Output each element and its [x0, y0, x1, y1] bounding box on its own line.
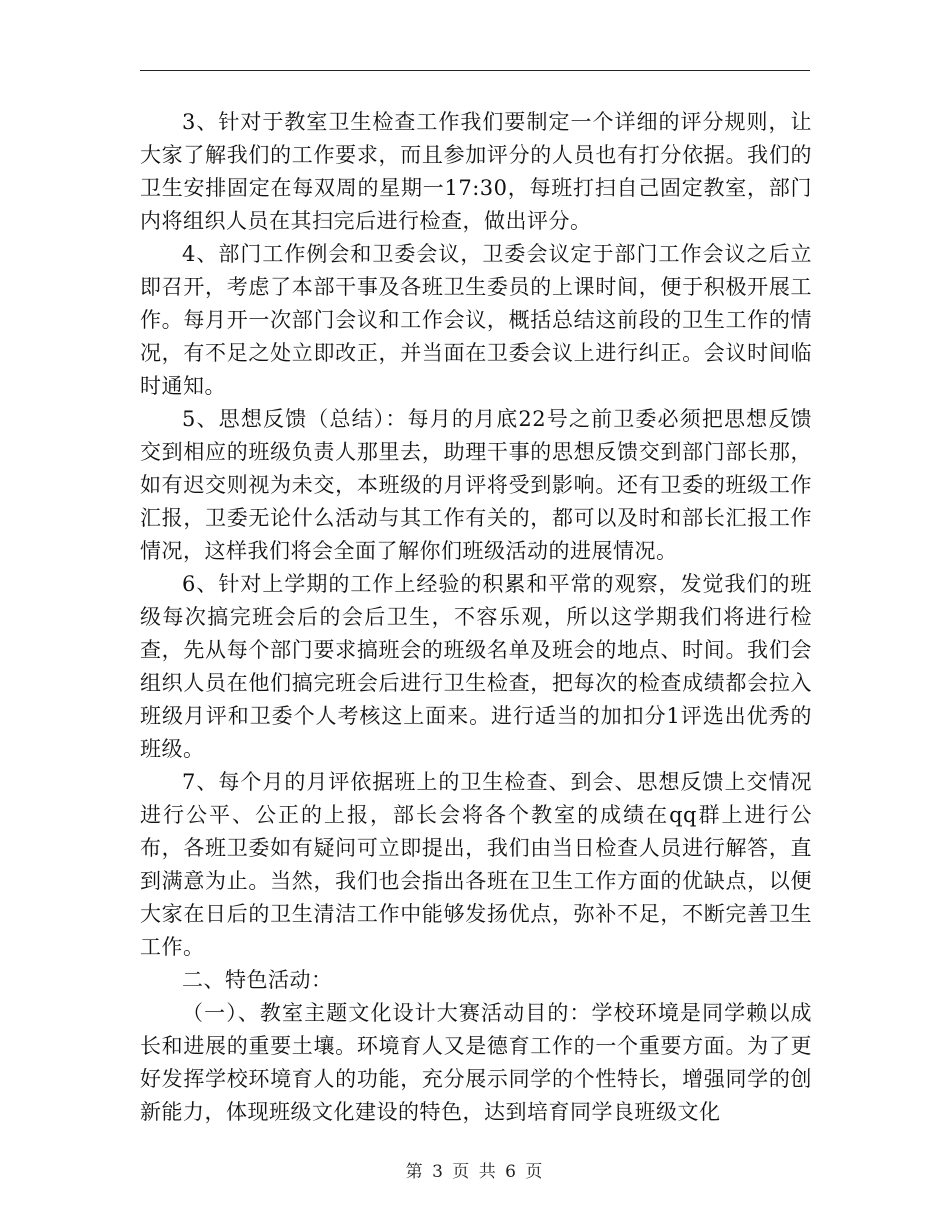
paragraph-activity-1: （一）、教室主题文化设计大赛活动目的：学校环境是同学赖以成长和进展的重要土壤。环境育人又是德育工作的一个重要方面。为了更好发挥学校环境育人的功能，充分展示同学的个性特长，增强同学的创新能力，体现班级文化建设的特色，达到培育同学良班级文化	[140, 1001, 812, 1124]
paragraph-item-7: 7、每个月的月评依据班上的卫生检查、到会、思想反馈上交情况进行公平、公正的上报，部长会将各个教室的成绩在qq群上进行公布，各班卫委如有疑问可立即提出，我们由当日检查人员进行解答，直到满意为止。当然，我们也会指出各班在卫生工作方面的优缺点，以便大家在日后的卫生清洁工作中能够发扬优点，弥补不足，不断完善卫生工作。	[140, 770, 812, 959]
page-number: 第 3 页 共 6 页	[405, 1162, 545, 1182]
section-heading-special-activities: 二、特色活动：	[182, 968, 333, 992]
paragraph-item-4: 4、部门工作例会和卫委会议，卫委会议定于部门工作会议之后立即召开，考虑了本部干事及各班卫生委员的上课时间，便于积极开展工作。每月开一次部门会议和工作会议，概括总结这前段的卫生工作的情况，有不足之处立即改正，并当面在卫委会议上进行纠正。会议时间临时通知。	[140, 242, 812, 398]
header-rule	[140, 70, 810, 71]
paragraph-item-3: 3、针对于教室卫生检查工作我们要制定一个详细的评分规则，让大家了解我们的工作要求，而且参加评分的人员也有打分依据。我们的卫生安排固定在每双周的星期一17:30，每班打扫自己固定教室，部门内将组织人员在其扫完后进行检查，做出评分。	[140, 110, 812, 233]
paragraph-item-6: 6、针对上学期的工作上经验的积累和平常的观察，发觉我们的班级每次搞完班会后的会后卫生，不容乐观，所以这学期我们将进行检查，先从每个部门要求搞班会的班级名单及班会的地点、时间。我们会组织人员在他们搞完班会后进行卫生检查，把每次的检查成绩都会拉入班级月评和卫委个人考核这上面来。进行适当的加扣分1评选出优秀的班级。	[140, 572, 812, 761]
document-body	[140, 106, 812, 1129]
paragraph-item-5: 5、思想反馈（总结）：每月的月底22号之前卫委必须把思想反馈交到相应的班级负责人那里去，助理干事的思想反馈交到部门部长那，如有迟交则视为未交，本班级的月评将受到影响。还有卫委的班级工作汇报，卫委无论什么活动与其工作有关的，都可以及时和部长汇报工作情况，这样我们将会全面了解你们班级活动的进展情况。	[140, 407, 812, 563]
